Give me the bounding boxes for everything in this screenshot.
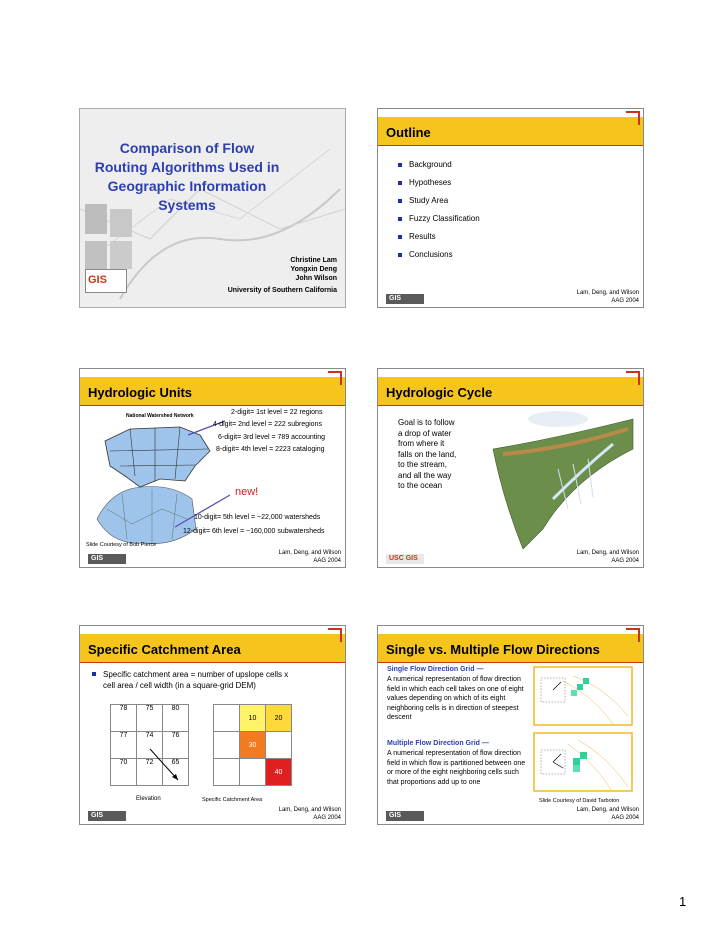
footer-credit <box>279 549 341 565</box>
outline-item: Background <box>396 160 480 169</box>
footer-credit <box>577 549 639 565</box>
elevation-cell: 72 <box>137 759 163 786</box>
cycle-description: Goal is to follow a drop of water from where it falls on the land, to the stream, and all the way to the ocean <box>398 418 457 490</box>
sfd-diagram <box>533 666 633 726</box>
hydrologic-cycle-illustration <box>463 409 638 549</box>
author-2: Yongxin Deng <box>290 266 337 273</box>
slide-hydrologic-units <box>79 368 346 568</box>
flow-path-arrow <box>110 704 190 794</box>
footer-line2: AAG 2004 <box>313 558 341 564</box>
map-credit: Slide Courtesy of Bob Pierce <box>86 542 157 548</box>
new-label: new! <box>235 486 259 498</box>
accent-line <box>80 662 345 663</box>
mfd-diagram <box>533 732 633 792</box>
footer-logo <box>88 554 126 564</box>
slide3-title: Hydrologic Units <box>88 385 193 400</box>
elevation-cell: 76 <box>163 732 189 759</box>
outline-item: Study Area <box>396 196 480 205</box>
sfd-description: A numerical representation of flow direction field in which each cell takes on one of eight values depending on which of its eight neighboring cells is in direction of steepest descent <box>387 676 524 721</box>
page-number: 1 <box>679 894 687 909</box>
catchment-cell: 20 <box>266 705 292 732</box>
mfd-description: A numerical representation of flow direction field in which flow is partitioned between one or more of the eight neighboring cells such that proportions add up to one <box>387 750 526 786</box>
bracket-decoration <box>328 628 342 642</box>
footer-logo-text: USC GIS <box>389 555 418 562</box>
outline-item: Conclusions <box>396 250 480 259</box>
gis-logo-text: GIS <box>88 274 107 286</box>
level-2: 4-digit= 2nd level = 222 subregions <box>213 421 322 428</box>
slide-hydrologic-cycle <box>377 368 644 568</box>
footer-credit <box>279 806 341 822</box>
elevation-cell: 80 <box>163 705 189 732</box>
elevation-label: Elevation <box>136 796 161 802</box>
author-1: Christine Lam <box>290 257 337 264</box>
outline-list <box>396 160 480 268</box>
outline-item: Results <box>396 232 480 241</box>
footer-logo <box>88 811 126 821</box>
slide-outline <box>377 108 644 308</box>
mfd-heading: Multiple Flow Direction Grid — <box>387 740 489 747</box>
slide1-logo <box>85 269 127 293</box>
accent-line <box>378 405 643 406</box>
level-5: 10-digit= 5th level = ~22,000 watersheds <box>194 514 321 521</box>
elevation-cell: 77 <box>111 732 137 759</box>
slide6-title: Single vs. Multiple Flow Directions <box>386 642 600 657</box>
footer-line1: Lam, Deng, and Wilson <box>576 550 639 556</box>
level-4: 8-digit= 4th level = 2223 cataloging <box>216 446 325 453</box>
slide4-title: Hydrologic Cycle <box>386 385 493 400</box>
author-3: John Wilson <box>295 275 337 282</box>
catchment-cell <box>214 732 240 759</box>
elevation-cell: 65 <box>163 759 189 786</box>
elevation-cell: 74 <box>137 732 163 759</box>
catchment-grid <box>213 704 292 786</box>
footer-logo <box>386 811 424 821</box>
footer-logo-text: GIS <box>91 555 104 562</box>
level-1: 2-digit= 1st level = 22 regions <box>231 409 323 416</box>
slide1-title: Comparison of Flow Routing Algorithms Used in Geographic Information Systems <box>94 140 280 213</box>
footer-line2: AAG 2004 <box>611 298 639 304</box>
slide2-title: Outline <box>386 125 431 140</box>
footer-credit <box>577 289 639 305</box>
footer-logo-text: GIS <box>389 812 402 819</box>
elevation-cell: 75 <box>137 705 163 732</box>
arrows <box>80 369 345 567</box>
elevation-cell: 78 <box>111 705 137 732</box>
bracket-decoration <box>626 371 640 385</box>
accent-line <box>378 145 643 146</box>
footer-line1: Lam, Deng, and Wilson <box>278 550 341 556</box>
map-title: National Watershed Network <box>126 413 194 419</box>
catchment-cell <box>240 759 266 786</box>
catchment-cell: 40 <box>266 759 292 786</box>
catchment-bullets <box>90 669 295 700</box>
slide6-credit: Slide Courtesy of David Tarboton <box>539 798 620 804</box>
accent-line <box>378 662 643 663</box>
catchment-definition: Specific catchment area = number of upslope cells x cell area / cell width (in a square-grid DEM) <box>90 669 295 691</box>
footer-logo <box>386 554 424 564</box>
footer-credit <box>577 806 639 822</box>
footer-line1: Lam, Deng, and Wilson <box>576 290 639 296</box>
slide-specific-catchment-area <box>79 625 346 825</box>
footer-logo <box>386 294 424 304</box>
catchment-label: Specific Catchment Area <box>202 797 263 803</box>
footer-line1: Lam, Deng, and Wilson <box>576 807 639 813</box>
sfd-heading: Single Flow Direction Grid — <box>387 666 484 673</box>
slide5-title: Specific Catchment Area <box>88 642 241 657</box>
footer-line2: AAG 2004 <box>313 815 341 821</box>
bracket-decoration <box>626 111 640 125</box>
catchment-cell <box>214 759 240 786</box>
institution: University of Southern California <box>227 287 337 294</box>
catchment-cell: 30 <box>240 732 266 759</box>
slide-flow-directions <box>377 625 644 825</box>
catchment-cell: 10 <box>240 705 266 732</box>
outline-item: Fuzzy Classification <box>396 214 480 223</box>
footer-line1: Lam, Deng, and Wilson <box>278 807 341 813</box>
level-3: 6-digit= 3rd level = 789 accounting <box>218 434 326 441</box>
footer-line2: AAG 2004 <box>611 815 639 821</box>
elevation-cell: 70 <box>111 759 137 786</box>
bracket-decoration <box>626 628 640 642</box>
catchment-cell <box>214 705 240 732</box>
footer-logo-text: GIS <box>91 812 104 819</box>
footer-line2: AAG 2004 <box>611 558 639 564</box>
slide-title <box>79 108 346 308</box>
catchment-cell <box>266 732 292 759</box>
footer-logo-text: GIS <box>389 295 402 302</box>
outline-item: Hypotheses <box>396 178 480 187</box>
level-6: 12-digit= 6th level = ~160,000 subwatersheds <box>183 528 325 535</box>
